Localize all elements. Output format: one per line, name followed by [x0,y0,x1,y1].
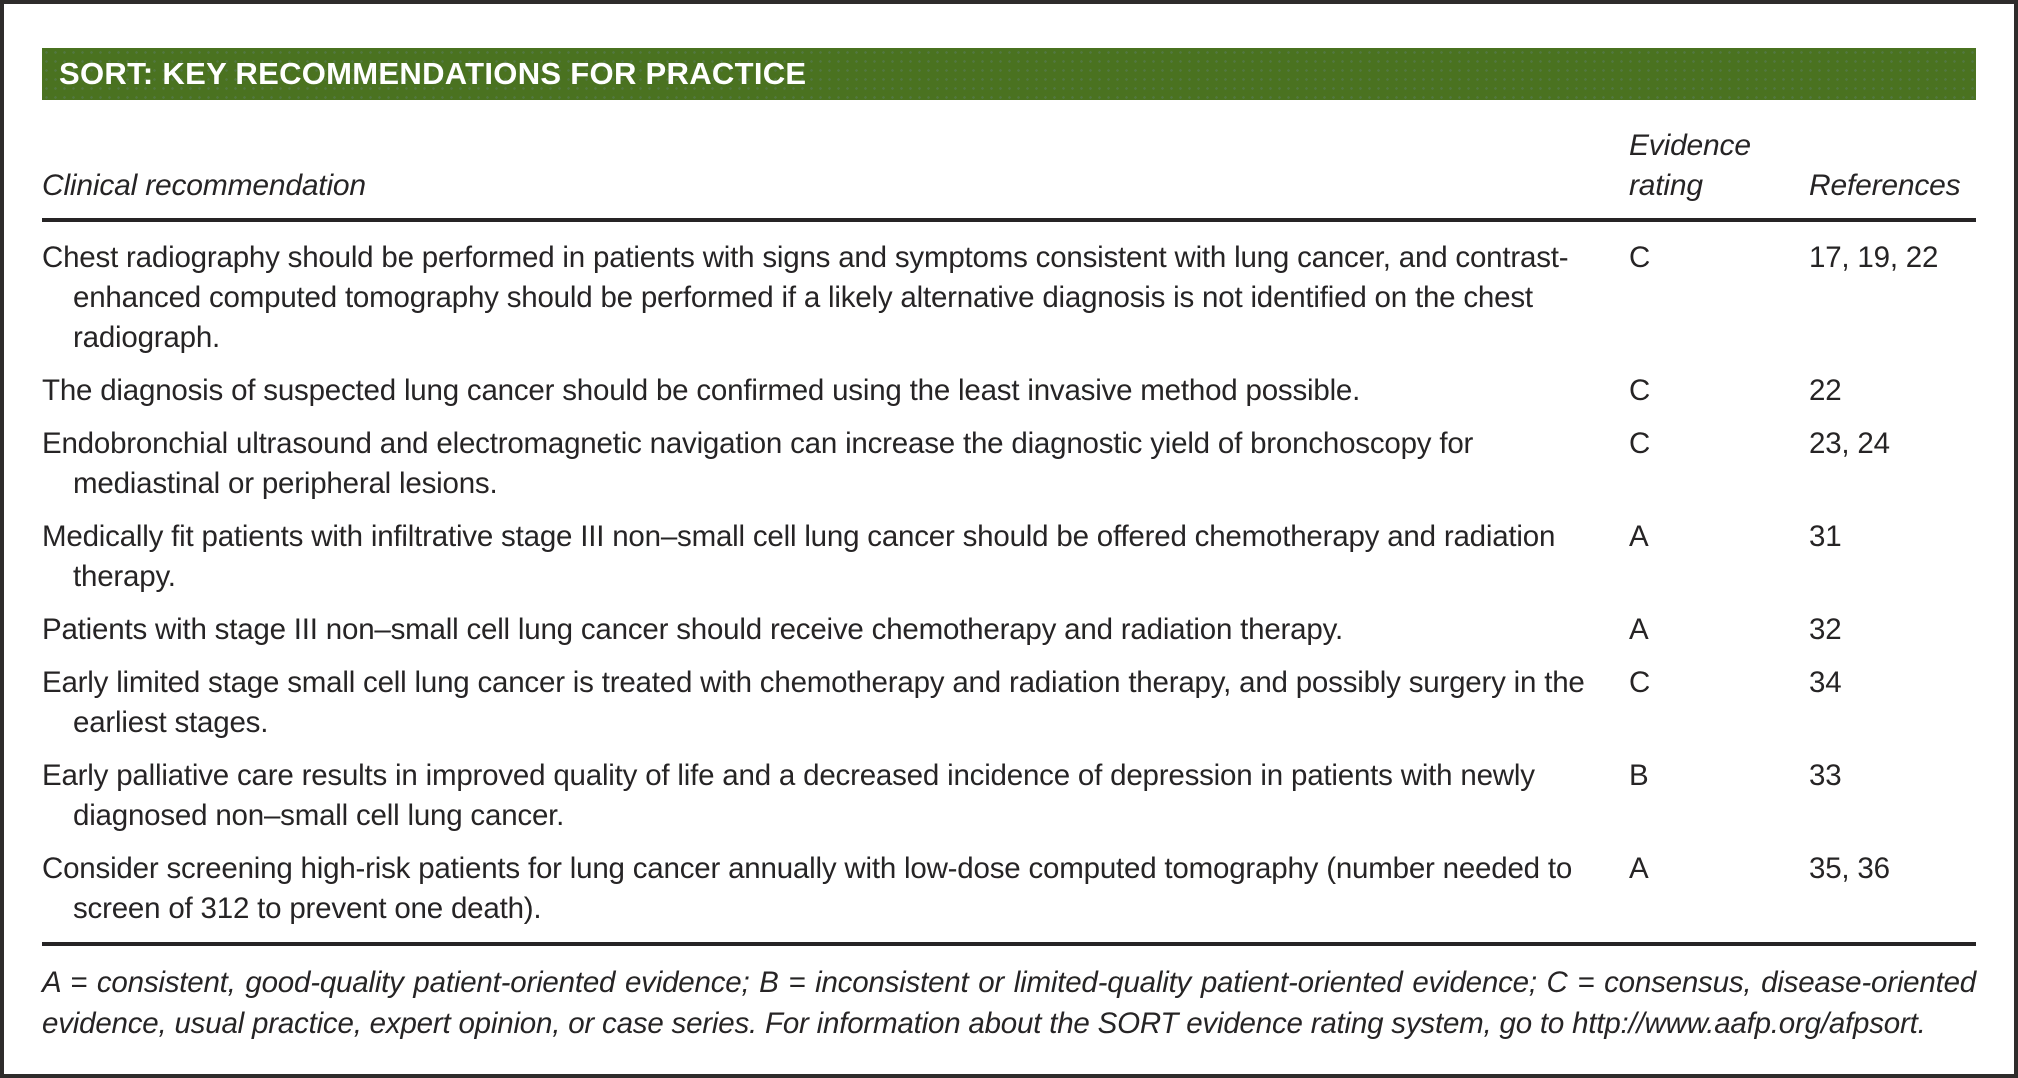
table-row [42,663,1976,743]
table-body [42,238,1976,929]
evidence-rating-value: C [1629,427,1651,460]
footnote-divider-rule [42,942,1976,946]
table-row [42,610,1976,650]
recommendation-text: Chest radiography should be performed in patients with signs and symptoms consistent with lung cancer, and contrast-enhanced computed tomography should be performed if a likely alternative diagnosis is not identified on the chest radiograph. [42,241,1569,354]
table-row [42,517,1976,597]
evidence-rating-value: A [1629,852,1649,885]
references-value: 22 [1809,374,1842,407]
column-header-evidence-rating [1629,126,1809,206]
sort-table-content [4,48,2014,1044]
table-title: SORT: KEY RECOMMENDATIONS FOR PRACTICE [59,56,807,91]
column-header-clinical-recommendation: Clinical recommendation [42,169,366,202]
evidence-rating-value: B [1629,759,1649,792]
recommendation-text: The diagnosis of suspected lung cancer should be confirmed using the least invasive method possible. [42,374,1361,407]
table-title-bar [42,48,1976,100]
recommendation-text: Early limited stage small cell lung cancer is treated with chemotherapy and radiation therapy, and possibly surgery in the earliest stages. [42,666,1585,739]
references-value: 23, 24 [1809,427,1890,460]
recommendation-text: Medically fit patients with infiltrative stage III non–small cell lung cancer should be offered chemotherapy and radiation therapy. [42,520,1556,593]
evidence-rating-value: A [1629,520,1649,553]
references-value: 34 [1809,666,1842,699]
table-row [42,238,1976,358]
references-value: 35, 36 [1809,852,1890,885]
recommendation-text: Early palliative care results in improved quality of life and a decreased incidence of depression in patients with newly diagnosed non–small cell lung cancer. [42,759,1535,832]
table-header-row [42,126,1976,222]
evidence-rating-header-line1: Evidence [1629,129,1751,162]
evidence-rating-value: C [1629,241,1651,274]
recommendation-text: Endobronchial ultrasound and electromagnetic navigation can increase the diagnostic yield of bronchoscopy for mediastinal or peripheral lesions. [42,427,1474,500]
recommendation-text: Consider screening high-risk patients for lung cancer annually with low-dose computed tomography (number needed to screen of 312 to prevent one death). [42,852,1573,925]
table-row [42,424,1976,504]
evidence-rating-value: C [1629,374,1651,407]
table-row [42,371,1976,411]
references-value: 31 [1809,520,1842,553]
sort-evidence-legend: A = consistent, good-quality patient-oriented evidence; B = inconsistent or limited-quality patient-oriented evidence; C = consensus, disease-oriented evidence, usual practice, expert opinion, or case series. For information about the SORT evidence rating system, go to http://www.aafp.org/afpsort. [42,966,1976,1040]
evidence-rating-value: C [1629,666,1651,699]
column-header-references: References [1809,169,1961,202]
table-row [42,756,1976,836]
table-row [42,849,1976,929]
references-value: 32 [1809,613,1842,646]
references-value: 17, 19, 22 [1809,241,1939,274]
evidence-rating-header-line2: rating [1629,169,1703,202]
evidence-rating-value: A [1629,613,1649,646]
references-value: 33 [1809,759,1842,792]
recommendation-text: Patients with stage III non–small cell lung cancer should receive chemotherapy and radiation therapy. [42,613,1343,646]
